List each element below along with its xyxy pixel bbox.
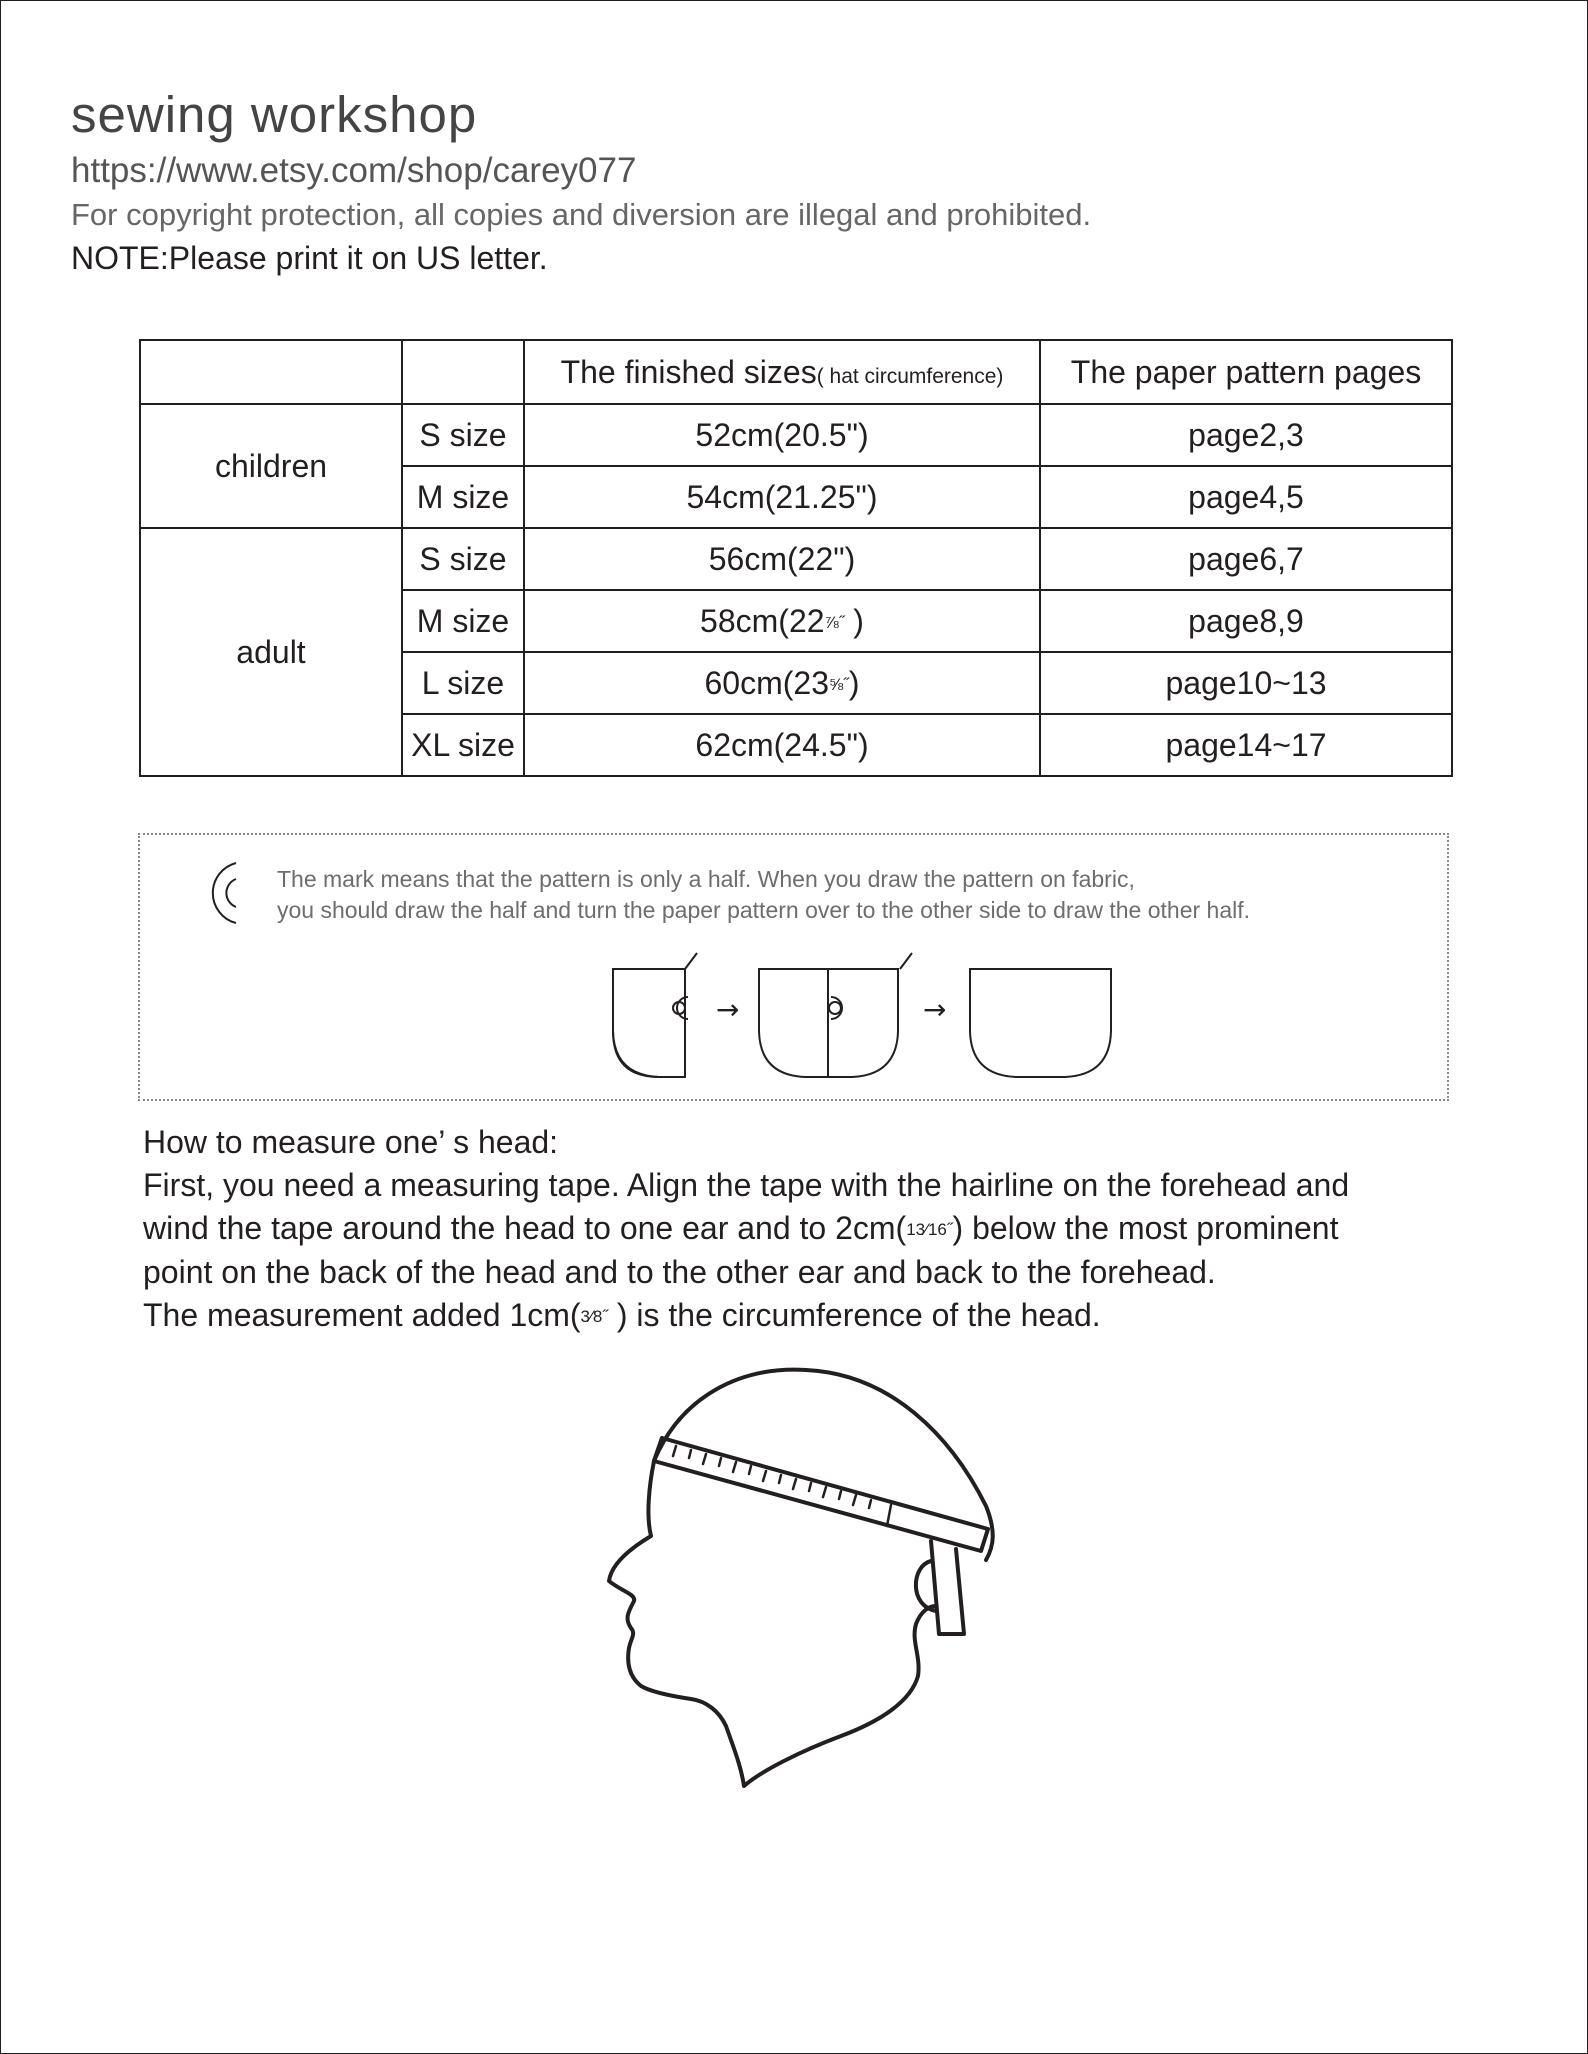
arrow-icon: → bbox=[923, 993, 947, 1026]
half-mark-line: The mark means that the pattern is only a half. When you draw the pattern on fabric, bbox=[277, 866, 1135, 892]
measure-line: point on the back of the head and to the other ear and back to the forehead. bbox=[143, 1254, 1216, 1290]
finished-cell: 62cm(24.5") bbox=[524, 714, 1040, 776]
group-adult: adult bbox=[140, 528, 402, 776]
measure-heading: How to measure one’ s head: bbox=[143, 1124, 559, 1160]
shop-url[interactable]: https://www.etsy.com/shop/carey077 bbox=[71, 151, 637, 190]
finished-cell: 58cm(22⅞˝ ) bbox=[524, 590, 1040, 652]
measure-line: The measurement added 1cm(3⁄8˝ ) is the circumference of the head. bbox=[143, 1297, 1101, 1333]
size-table bbox=[139, 339, 1453, 777]
mirrored-pattern-piece bbox=[759, 953, 912, 1077]
group-children: children bbox=[140, 404, 402, 528]
fraction: 13⁄16˝ bbox=[906, 1220, 953, 1239]
pages-cell: page6,7 bbox=[1040, 528, 1452, 590]
finished-cell: 54cm(21.25") bbox=[524, 466, 1040, 528]
head-measurement-illustration bbox=[591, 1366, 1011, 1826]
header-finished-sub: ( hat circumference) bbox=[816, 364, 1004, 388]
pages-cell: page2,3 bbox=[1040, 404, 1452, 466]
header-finished-sizes: The finished sizes( hat circumference) bbox=[524, 340, 1040, 404]
shop-title: sewing workshop bbox=[71, 86, 478, 143]
size-cell: L size bbox=[402, 652, 524, 714]
half-pattern-diagram bbox=[140, 835, 1451, 1103]
size-cell: XL size bbox=[402, 714, 524, 776]
finished-cell: 52cm(20.5") bbox=[524, 404, 1040, 466]
header-cell-empty bbox=[140, 340, 402, 404]
table-row bbox=[140, 404, 1452, 466]
print-note: NOTE:Please print it on US letter. bbox=[71, 240, 548, 276]
table-header-row bbox=[140, 340, 1452, 404]
measure-instructions bbox=[143, 1121, 1349, 1338]
fraction: ⅞˝ bbox=[824, 612, 845, 632]
arrow-icon: → bbox=[716, 993, 740, 1026]
finished-cell: 56cm(22") bbox=[524, 528, 1040, 590]
size-cell: S size bbox=[402, 404, 524, 466]
pages-cell: page14~17 bbox=[1040, 714, 1452, 776]
half-mark-line: you should draw the half and turn the paper pattern over to the other side to draw the other half. bbox=[277, 897, 1251, 923]
size-cell: S size bbox=[402, 528, 524, 590]
half-pattern-piece bbox=[611, 953, 697, 1077]
pages-cell: page10~13 bbox=[1040, 652, 1452, 714]
fraction: ⅝˝ bbox=[829, 674, 849, 694]
half-pattern-info-box bbox=[138, 833, 1449, 1101]
header-pattern-pages: The paper pattern pages bbox=[1040, 340, 1452, 404]
table-row bbox=[140, 528, 1452, 590]
copyright-notice: For copyright protection, all copies and diversion are illegal and prohibited. bbox=[71, 197, 1092, 232]
size-cell: M size bbox=[402, 466, 524, 528]
pages-cell: page4,5 bbox=[1040, 466, 1452, 528]
header-cell-empty bbox=[402, 340, 524, 404]
full-pattern-piece bbox=[970, 969, 1111, 1077]
pages-cell: page8,9 bbox=[1040, 590, 1452, 652]
measure-line: wind the tape around the head to one ear and to 2cm(13⁄16˝) below the most prominent bbox=[143, 1210, 1339, 1246]
size-cell: M size bbox=[402, 590, 524, 652]
finished-cell: 60cm(23⅝˝) bbox=[524, 652, 1040, 714]
measure-line: First, you need a measuring tape. Align the tape with the hairline on the forehead and bbox=[143, 1167, 1350, 1203]
fraction: 3⁄8˝ bbox=[580, 1307, 608, 1326]
